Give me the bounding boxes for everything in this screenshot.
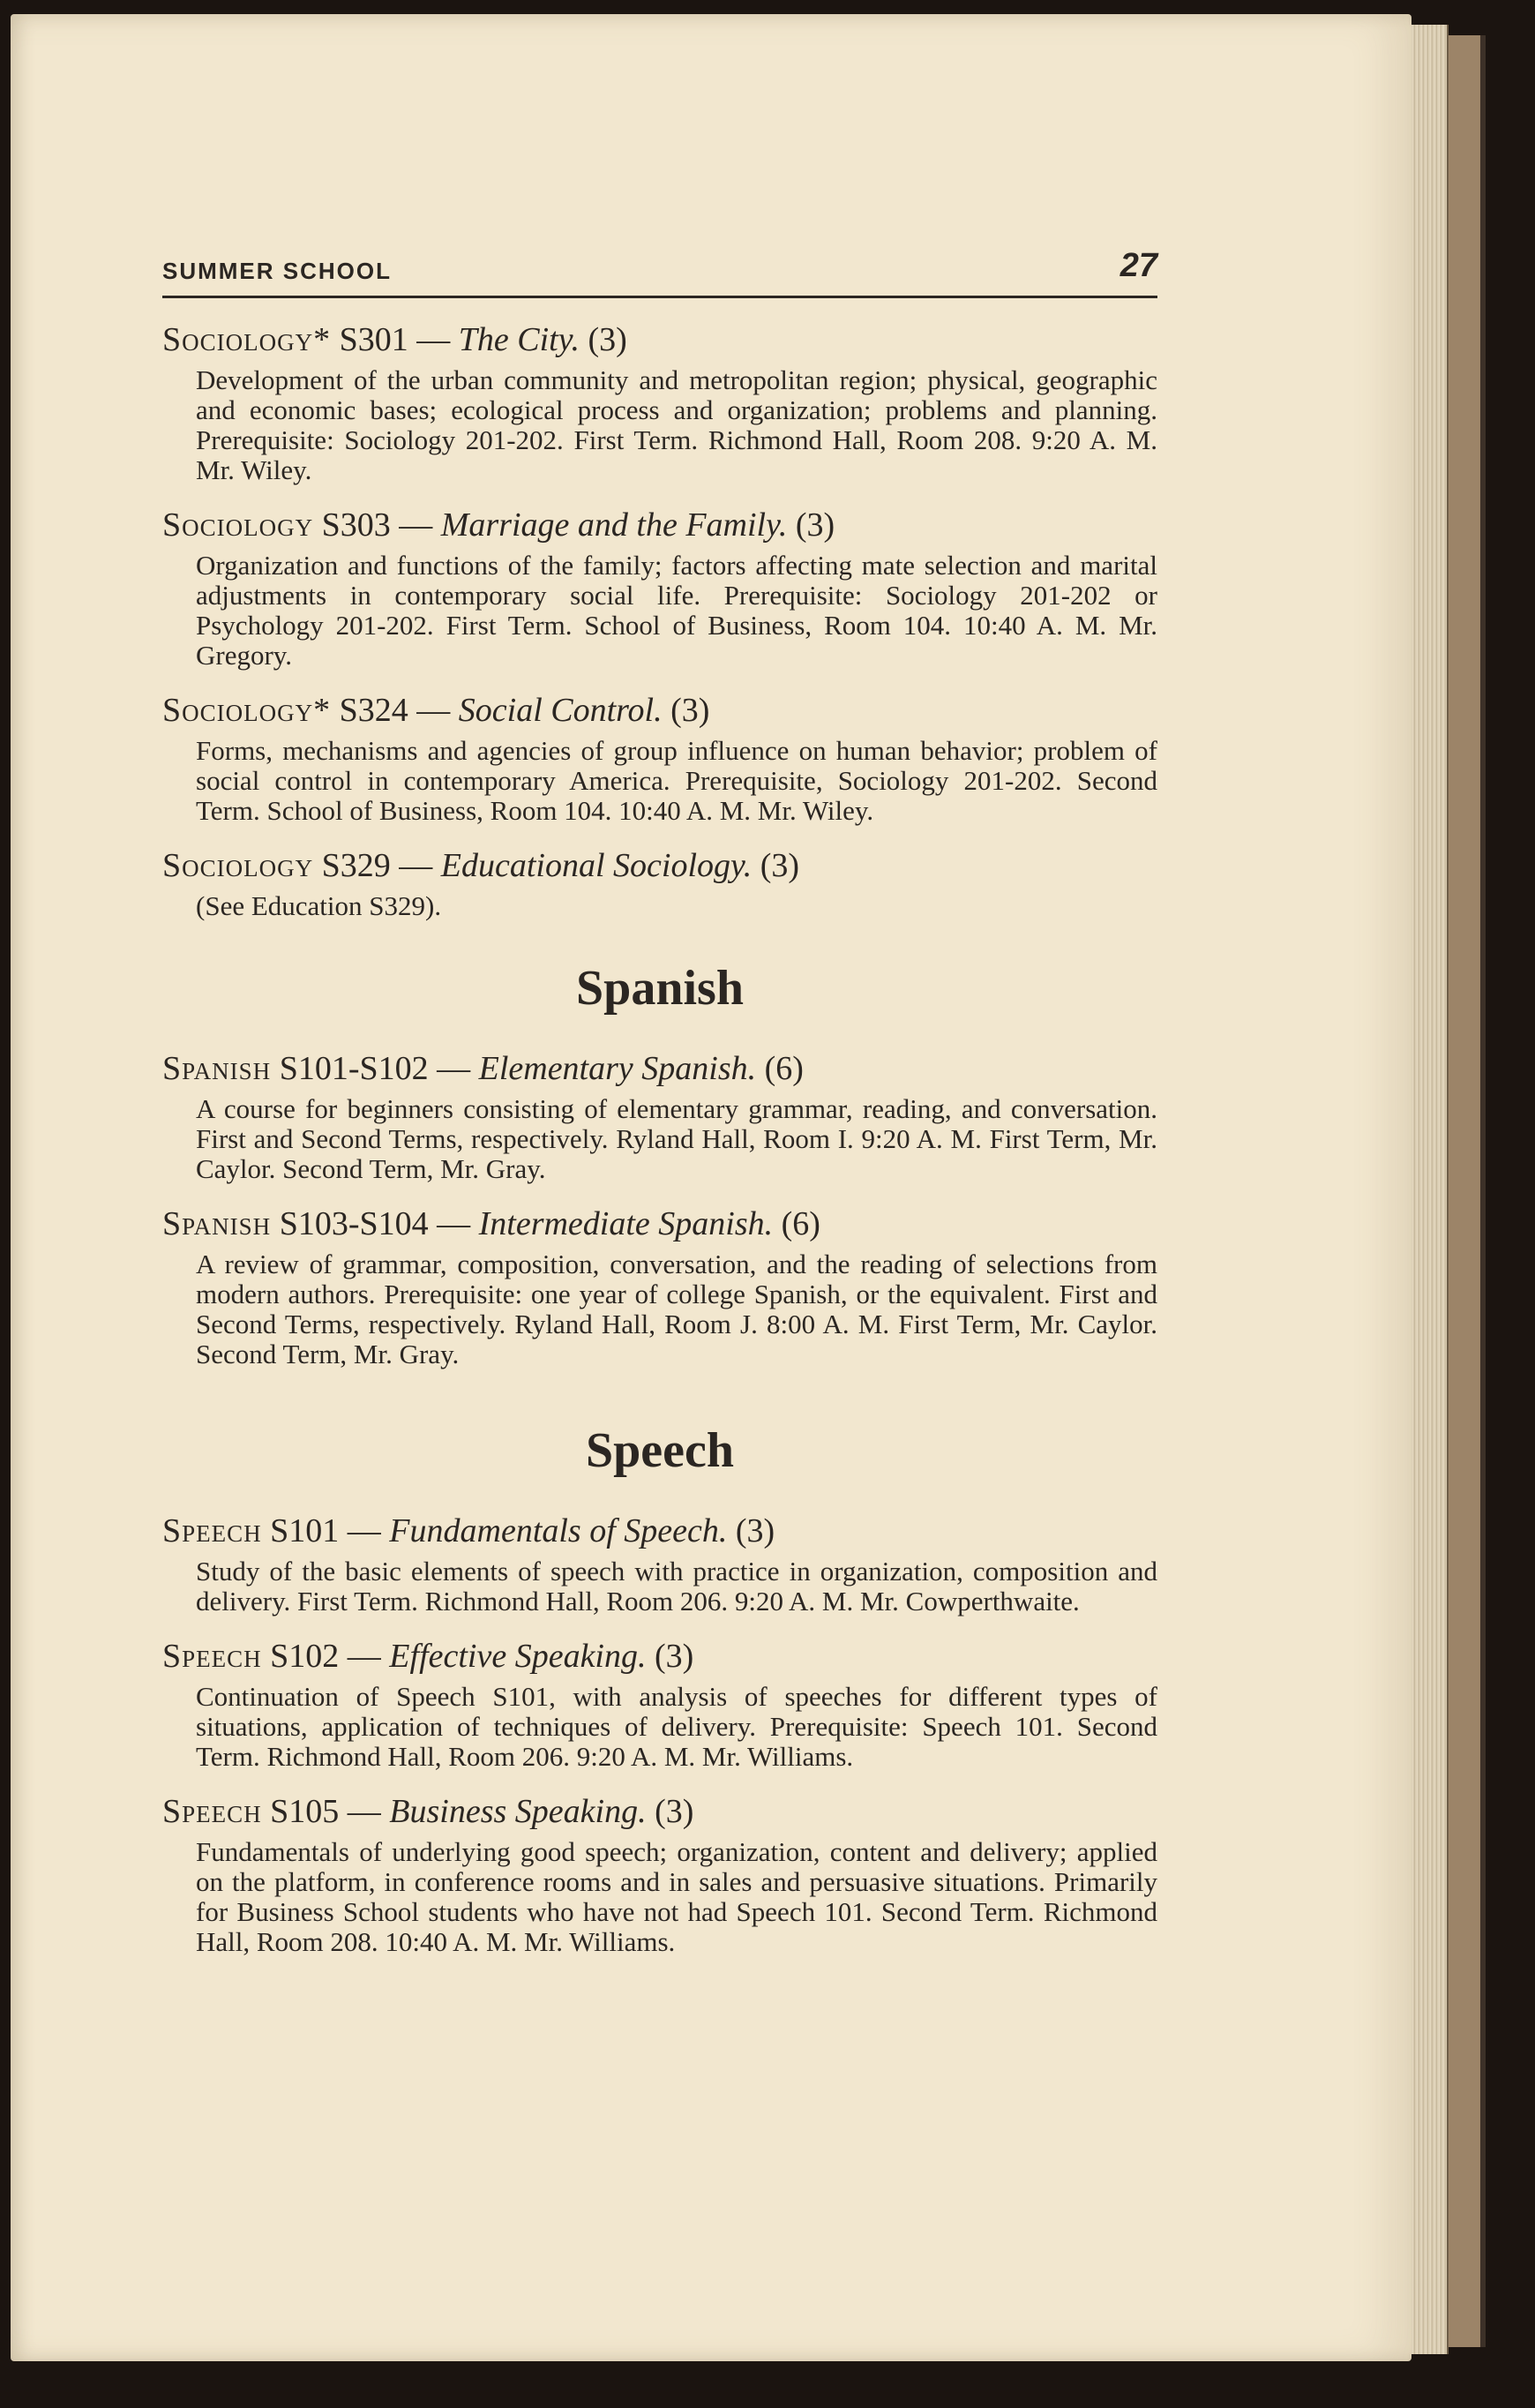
course-dept: Sociology*: [162, 321, 332, 358]
page-text: [162, 247, 1157, 1977]
course-number: S324 —: [339, 692, 451, 729]
course-title-line: [162, 690, 1157, 731]
course-dept: Speech: [162, 1512, 262, 1549]
course-number: S103-S104 —: [279, 1205, 471, 1242]
course-dept: Sociology*: [162, 692, 332, 729]
course-entry: [162, 1636, 1157, 1772]
course-entry: [162, 845, 1157, 921]
page-edges: [1411, 25, 1449, 2354]
course-title: The City.: [458, 321, 580, 358]
course-dept: Speech: [162, 1793, 262, 1830]
course-entry: [162, 1048, 1157, 1184]
course-title-line: [162, 845, 1157, 886]
page-number: 27: [1119, 247, 1157, 284]
course-dept: Speech: [162, 1638, 262, 1675]
course-title: Educational Sociology.: [440, 847, 753, 884]
book-cover-edge: [1449, 35, 1486, 2347]
running-header: [162, 247, 1157, 298]
course-credits: (3): [588, 321, 627, 358]
course-title: Business Speaking.: [389, 1793, 647, 1830]
course-title: Elementary Spanish.: [478, 1050, 757, 1087]
course-entry: [162, 505, 1157, 671]
course-entry: [162, 690, 1157, 826]
sociology-section: [162, 319, 1157, 921]
course-entry: [162, 1204, 1157, 1369]
course-title: Effective Speaking.: [389, 1638, 647, 1675]
course-title-line: [162, 1048, 1157, 1089]
course-title: Intermediate Spanish.: [478, 1205, 774, 1242]
course-credits: (3): [655, 1793, 694, 1830]
course-credits: (3): [655, 1638, 694, 1675]
course-title-line: [162, 1204, 1157, 1244]
running-head: SUMMER SCHOOL: [162, 258, 392, 284]
course-credits: (6): [764, 1050, 804, 1087]
course-entry: [162, 319, 1157, 485]
section-heading: Speech: [586, 1423, 734, 1478]
course-number: S105 —: [270, 1793, 381, 1830]
course-credits: (3): [760, 847, 800, 884]
course-number: S101-S102 —: [279, 1050, 471, 1087]
course-credits: (3): [670, 692, 710, 729]
course-description: Organization and functions of the family; factors affecting mate selection and marital adjustments in contemporary social life. Prerequisite: Sociology 201-202 or Psychology 201-202. First Term. School of Business, Room 104. 10:40 A. M. Mr. Gregory.: [196, 550, 1157, 671]
spanish-section: [162, 960, 1157, 1369]
course-credits: (3): [735, 1512, 775, 1549]
course-description: (See Education S329).: [196, 890, 442, 921]
course-title-line: [162, 505, 1157, 545]
course-title-line: [162, 319, 1157, 360]
course-title-line: [162, 1511, 1157, 1551]
course-description: Study of the basic elements of speech with practice in organization, composition and delivery. First Term. Richmond Hall, Room 206. 9:20 A. M. Mr. Cowperthwaite.: [196, 1556, 1157, 1617]
course-credits: (3): [795, 506, 835, 544]
course-number: S303 —: [321, 506, 433, 544]
course-title: Social Control.: [458, 692, 663, 729]
speech-section: [162, 1422, 1157, 1957]
course-dept: Spanish: [162, 1205, 272, 1242]
course-description: A course for beginners consisting of elementary grammar, reading, and conversation. First and Second Terms, respectively. Ryland Hall, Room I. 9:20 A. M. First Term, Mr. Caylor. Second Term, Mr. Gray.: [196, 1093, 1157, 1184]
course-description: Forms, mechanisms and agencies of group influence on human behavior; problem of social control in contemporary America. Prerequisite, Sociology 201-202. Second Term. School of Business, Room 104. 10:40 A. M. Mr. Wiley.: [196, 735, 1157, 826]
course-description: Continuation of Speech S101, with analysis of speeches for different types of situations, application of techniques of delivery. Prerequisite: Speech 101. Second Term. Richmond Hall, Room 206. 9:20 A. M. Mr. Williams.: [196, 1681, 1157, 1772]
course-title-line: [162, 1636, 1157, 1677]
course-dept: Spanish: [162, 1050, 272, 1087]
course-number: S329 —: [321, 847, 433, 884]
course-description: Development of the urban community and metropolitan region; physical, geographic and economic bases; ecological process and organization; problems and planning. Prerequisite: Sociology 201-202. First Term. Richmond Hall, Room 208. 9:20 A. M. Mr. Wiley.: [196, 364, 1157, 485]
course-dept: Sociology: [162, 847, 314, 884]
course-title: Marriage and the Family.: [440, 506, 788, 544]
course-dept: Sociology: [162, 506, 314, 544]
course-title: Fundamentals of Speech.: [389, 1512, 728, 1549]
section-heading: Spanish: [576, 961, 744, 1016]
course-number: S102 —: [270, 1638, 381, 1675]
course-number: S301 —: [339, 321, 451, 358]
course-entry: [162, 1791, 1157, 1957]
course-number: S101 —: [270, 1512, 381, 1549]
course-entry: [162, 1511, 1157, 1617]
course-description: Fundamentals of underlying good speech; organization, content and delivery; applied on the platform, in conference rooms and in sales and persuasive situations. Primarily for Business School students who have not had Speech 101. Second Term. Richmond Hall, Room 208. 10:40 A. M. Mr. Williams.: [196, 1836, 1157, 1957]
course-title-line: [162, 1791, 1157, 1832]
course-credits: (6): [781, 1205, 820, 1242]
course-description: A review of grammar, composition, conversation, and the reading of selections from modern authors. Prerequisite: one year of college Spanish, or the equivalent. First and Second Terms, respectively. Ryland Hall, Room J. 8:00 A. M. First Term, Mr. Caylor. Second Term, Mr. Gray.: [196, 1249, 1157, 1369]
